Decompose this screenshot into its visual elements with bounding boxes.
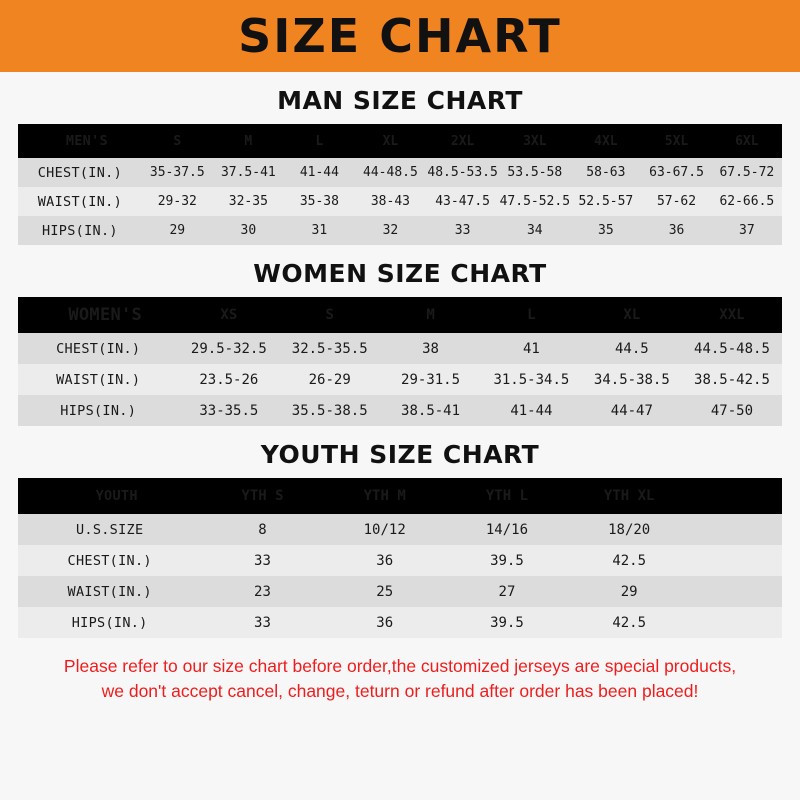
section-man-size-chart: [18, 86, 782, 245]
table-header-row: [18, 297, 782, 333]
chart-content: [0, 72, 800, 800]
table-cell: 36: [376, 552, 394, 569]
table-cell: 62-66.5: [719, 194, 775, 209]
table-man-size-chart: [18, 124, 782, 245]
table-cell: 43-47.5: [435, 194, 491, 209]
header-cell-size: YTH S: [241, 488, 284, 504]
header-cell-size: L: [315, 133, 324, 149]
header-cell-label: WOMEN'S: [68, 305, 143, 325]
section-women-size-chart: [18, 259, 782, 426]
page-title: SIZE CHART: [238, 9, 562, 63]
table-cell: 35.5-38.5: [291, 402, 368, 419]
table-cell: 29: [620, 583, 638, 600]
table-cell: 37: [739, 223, 755, 238]
table-cell: 29.5-32.5: [190, 340, 267, 357]
table-cell: 42.5: [612, 552, 647, 569]
header-cell-size: XS: [220, 307, 238, 323]
header-cell-size: S: [325, 307, 334, 323]
table-cell: 30: [240, 223, 257, 238]
table-cell: 38-43: [370, 194, 410, 209]
table-cell: 41-44: [510, 402, 553, 419]
table-row: [18, 514, 782, 545]
footer-line-1: Please refer to our size chart before order,the customized jerseys are special products,: [63, 656, 737, 676]
table-cell: 14/16: [485, 521, 529, 538]
row-label: HIPS(IN.): [41, 222, 118, 239]
table-cell: 44.5: [614, 340, 649, 357]
table-cell: 35-38: [299, 194, 339, 209]
header-cell-label: YOUTH: [95, 488, 138, 504]
table-cell: 29-31.5: [401, 371, 461, 388]
section-title-women: WOMEN SIZE CHART: [253, 259, 547, 288]
header-cell-label: MEN'S: [65, 133, 108, 149]
table-cell-empty: [690, 576, 782, 607]
header-cell-size: XL: [382, 133, 399, 149]
table-cell: 58-63: [586, 165, 626, 180]
table-cell: 26-29: [308, 371, 351, 388]
header-cell-size: L: [527, 307, 536, 323]
header-cell-size: M: [426, 307, 435, 323]
row-label: WAIST(IN.): [67, 583, 152, 600]
table-women-size-chart: [18, 297, 782, 426]
table-cell: 44-48.5: [363, 165, 418, 180]
table-cell: 8: [258, 521, 267, 538]
table-cell: 42.5: [612, 614, 647, 631]
table-cell-empty: [690, 545, 782, 576]
table-cell: 25: [376, 583, 394, 600]
table-row: [18, 545, 782, 576]
table-cell: 44-47: [610, 402, 653, 419]
table-cell: 31: [311, 223, 328, 238]
table-cell: 36: [668, 223, 685, 238]
row-label: U.S.SIZE: [75, 521, 144, 538]
table-row: [18, 333, 782, 364]
header-cell-empty: [690, 478, 782, 514]
table-cell: 35-37.5: [149, 165, 205, 180]
table-cell: 38.5-41: [401, 402, 461, 419]
section-youth-size-chart: [18, 440, 782, 638]
table-cell: 10/12: [363, 521, 406, 538]
table-row: [18, 395, 782, 426]
table-cell: 36: [376, 614, 394, 631]
table-cell: 38: [422, 340, 439, 357]
header-cell-size: 2XL: [450, 133, 475, 149]
footer-disclaimer: [18, 654, 782, 712]
table-cell: 33: [254, 614, 271, 631]
table-cell: 33: [254, 552, 271, 569]
table-cell: 32-35: [228, 194, 268, 209]
table-header-row: [18, 124, 782, 158]
table-cell: 31.5-34.5: [493, 371, 570, 388]
table-cell: 52.5-57: [578, 194, 634, 209]
header-cell-size: 5XL: [664, 133, 689, 149]
table-cell: 29-32: [157, 194, 197, 209]
row-label: CHEST(IN.): [56, 340, 141, 357]
row-label: HIPS(IN.): [71, 614, 148, 631]
table-cell: 57-62: [656, 194, 697, 209]
table-cell: 47.5-52.5: [499, 194, 571, 209]
table-cell: 38.5-42.5: [694, 371, 770, 388]
table-cell: 18/20: [608, 521, 651, 538]
header-cell-size: YTH L: [485, 488, 529, 504]
table-cell: 41-44: [299, 165, 339, 180]
table-header-row: [18, 478, 782, 514]
header-cell-size: 6XL: [735, 133, 759, 149]
row-label: CHEST(IN.): [37, 164, 123, 181]
header-cell-size: 3XL: [523, 133, 547, 149]
table-cell: 33: [454, 223, 471, 238]
table-cell: 32.5-35.5: [291, 340, 368, 357]
table-cell: 48.5-53.5: [427, 165, 498, 180]
table-row: [18, 158, 782, 187]
table-cell: 23.5-26: [199, 371, 259, 388]
table-row: [18, 364, 782, 395]
table-cell: 32: [382, 223, 399, 238]
table-youth-size-chart: [18, 478, 782, 638]
table-cell: 67.5-72: [719, 165, 775, 180]
table-cell: 53.5-58: [507, 165, 563, 180]
footer-line-2: we don't accept cancel, change, teturn or refund after order has been placed!: [101, 680, 699, 701]
table-row: [18, 576, 782, 607]
header-cell-size: XXL: [719, 307, 745, 323]
table-cell: 37.5-41: [220, 165, 276, 180]
table-cell: 33-35.5: [199, 402, 259, 419]
table-row: [18, 187, 782, 216]
table-cell: 41: [522, 340, 540, 357]
section-title-youth: YOUTH SIZE CHART: [260, 440, 540, 469]
section-title-man: MAN SIZE CHART: [277, 86, 523, 115]
header-cell-size: XL: [623, 307, 641, 323]
header-cell-size: 4XL: [594, 133, 618, 149]
table-row: [18, 216, 782, 245]
table-cell-empty: [690, 607, 782, 638]
row-label: HIPS(IN.): [60, 402, 137, 419]
header-cell-size: S: [173, 133, 182, 149]
header-cell-size: YTH XL: [603, 488, 655, 504]
page-banner: [0, 0, 800, 72]
table-cell: 34: [526, 223, 543, 238]
table-cell: 39.5: [490, 552, 524, 569]
row-label: WAIST(IN.): [56, 371, 141, 388]
row-label: CHEST(IN.): [67, 552, 152, 569]
table-cell: 29: [169, 223, 186, 238]
table-cell: 34.5-38.5: [593, 371, 670, 388]
table-row: [18, 607, 782, 638]
table-cell: 27: [498, 583, 516, 600]
table-cell: 44.5-48.5: [694, 340, 770, 357]
table-cell-empty: [690, 514, 782, 545]
header-cell-size: YTH M: [363, 488, 406, 504]
table-cell: 35: [598, 223, 614, 238]
table-cell: 39.5: [490, 614, 524, 631]
table-cell: 23: [254, 583, 271, 600]
header-cell-size: M: [244, 133, 253, 149]
table-cell: 63-67.5: [649, 165, 704, 180]
table-cell: 47-50: [710, 402, 754, 419]
row-label: WAIST(IN.): [37, 193, 123, 210]
